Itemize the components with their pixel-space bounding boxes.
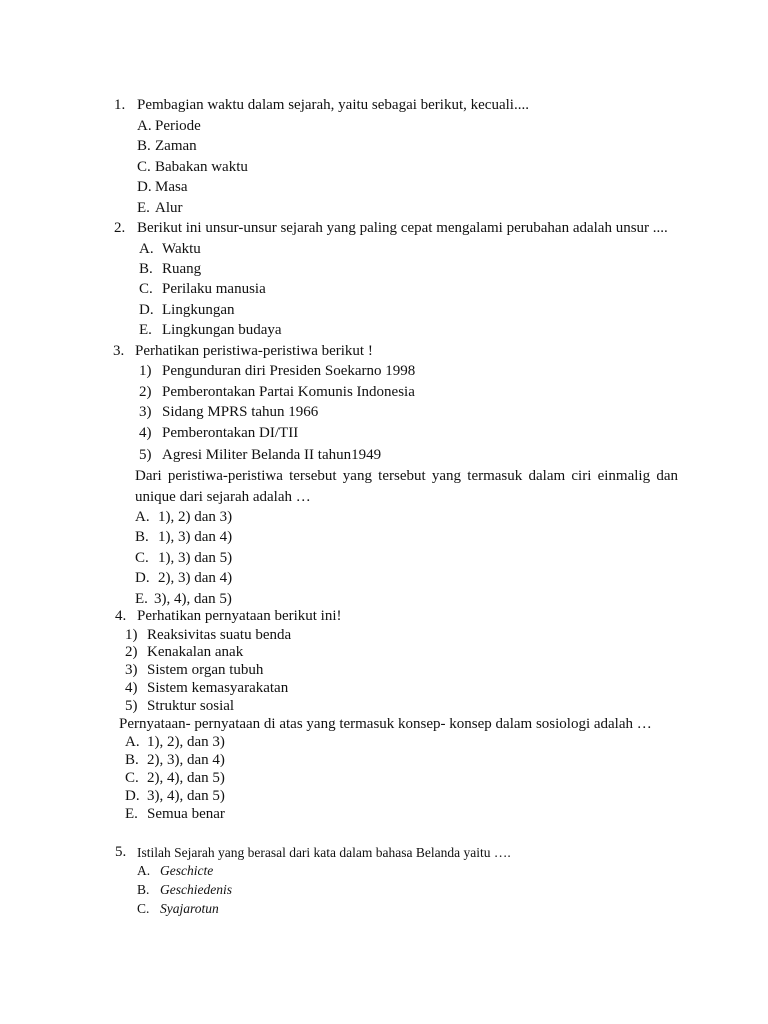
list-item-number: 1) — [125, 627, 138, 643]
list-item-number: 2) — [125, 644, 138, 660]
option-text: 3), 4), dan 5) — [154, 591, 232, 607]
option-letter: E. — [135, 591, 148, 607]
list-item-text: Reaksivitas suatu benda — [147, 627, 292, 643]
option-letter: C. — [137, 159, 151, 175]
option-text: 2), 3), dan 4) — [147, 752, 225, 768]
list-item-number: 4) — [125, 680, 138, 696]
option-letter: A. — [139, 241, 154, 257]
option-text: Babakan waktu — [155, 159, 248, 175]
option-letter: B. — [125, 752, 139, 768]
prompt-line: Dari peristiwa-peristiwa tersebut yang tersebut yang termasuk dalam ciri einmalig dan — [135, 468, 678, 484]
question-number: 1. — [114, 97, 126, 113]
option-letter: A. — [135, 509, 150, 525]
list-item-number: 3) — [125, 662, 138, 678]
list-item-number: 3) — [139, 404, 152, 420]
option-text: Zaman — [155, 138, 197, 154]
option-letter: B. — [135, 529, 149, 545]
option-text: Geschiedenis — [160, 882, 232, 897]
option-text: 2), 3) dan 4) — [158, 570, 233, 586]
option-letter: B. — [139, 261, 153, 277]
question-text: Pembagian waktu dalam sejarah, yaitu sebagai berikut, kecuali.... — [137, 97, 529, 113]
option-letter: C. — [139, 281, 153, 297]
list-item-text: Sistem kemasyarakatan — [147, 680, 289, 696]
question-text: Berikut ini unsur-unsur sejarah yang paling cepat mengalami perubahan adalah unsur .... — [137, 220, 668, 236]
option-letter: E. — [137, 200, 150, 216]
option-text: 1), 3) dan 5) — [158, 550, 233, 566]
list-item-number: 2) — [139, 384, 152, 400]
option-text: Lingkungan — [162, 302, 235, 318]
list-item-number: 4) — [139, 425, 152, 441]
option-text: 1), 3) dan 4) — [158, 529, 233, 545]
option-letter: C. — [137, 901, 150, 916]
question-prompt: Pernyataan- pernyataan di atas yang termasuk konsep- konsep dalam sosiologi adalah … — [119, 716, 652, 732]
option-letter: C. — [125, 770, 139, 786]
option-letter: A. — [137, 863, 151, 878]
list-item-text: Pemberontakan Partai Komunis Indonesia — [162, 384, 415, 400]
option-text: 1), 2), dan 3) — [147, 734, 225, 750]
list-item-number: 1) — [139, 363, 152, 379]
list-item-text: Kenakalan anak — [147, 644, 244, 660]
prompt-line: unique dari sejarah adalah … — [135, 489, 311, 505]
question-prompt — [135, 466, 678, 508]
option-text: 2), 4), dan 5) — [147, 770, 225, 786]
option-text: Alur — [155, 200, 183, 216]
option-text: Semua benar — [147, 806, 225, 822]
option-letter: E. — [125, 806, 138, 822]
option-text: Periode — [155, 118, 201, 134]
list-item-text: Pengunduran diri Presiden Soekarno 1998 — [162, 363, 416, 379]
option-letter: D. — [137, 179, 152, 195]
option-letter: E. — [139, 322, 152, 338]
question-number: 3. — [113, 343, 125, 359]
option-text: Syajarotun — [160, 901, 219, 916]
option-text: Waktu — [162, 241, 201, 257]
question-text: Istilah Sejarah yang berasal dari kata dalam bahasa Belanda yaitu …. — [137, 845, 511, 860]
question-number: 5. — [115, 844, 127, 860]
list-item-text: Struktur sosial — [147, 698, 235, 714]
option-letter: D. — [125, 788, 140, 804]
list-item-text: Sistem organ tubuh — [147, 662, 264, 678]
option-text: 3), 4), dan 5) — [147, 788, 225, 804]
option-letter: D. — [135, 570, 150, 586]
question-text: Perhatikan peristiwa-peristiwa berikut ! — [135, 343, 373, 359]
list-item-text: Agresi Militer Belanda II tahun1949 — [162, 447, 382, 463]
option-text: Ruang — [162, 261, 202, 277]
option-letter: D. — [139, 302, 154, 318]
list-item-text: Sidang MPRS tahun 1966 — [162, 404, 319, 420]
option-text: Lingkungan budaya — [162, 322, 282, 338]
option-letter: A. — [137, 118, 152, 134]
question-number: 4. — [115, 608, 127, 624]
question-text: Perhatikan pernyataan berikut ini! — [137, 608, 342, 624]
list-item-number: 5) — [125, 698, 138, 714]
option-text: Perilaku manusia — [162, 281, 266, 297]
list-item-text: Pemberontakan DI/TII — [162, 425, 299, 441]
option-letter: A. — [125, 734, 140, 750]
option-text: Masa — [155, 179, 188, 195]
option-letter: C. — [135, 550, 149, 566]
option-letter: B. — [137, 882, 150, 897]
question-number: 2. — [114, 220, 126, 236]
list-item-number: 5) — [139, 447, 152, 463]
option-letter: B. — [137, 138, 151, 154]
option-text: Geschicte — [160, 863, 214, 878]
option-text: 1), 2) dan 3) — [158, 509, 233, 525]
